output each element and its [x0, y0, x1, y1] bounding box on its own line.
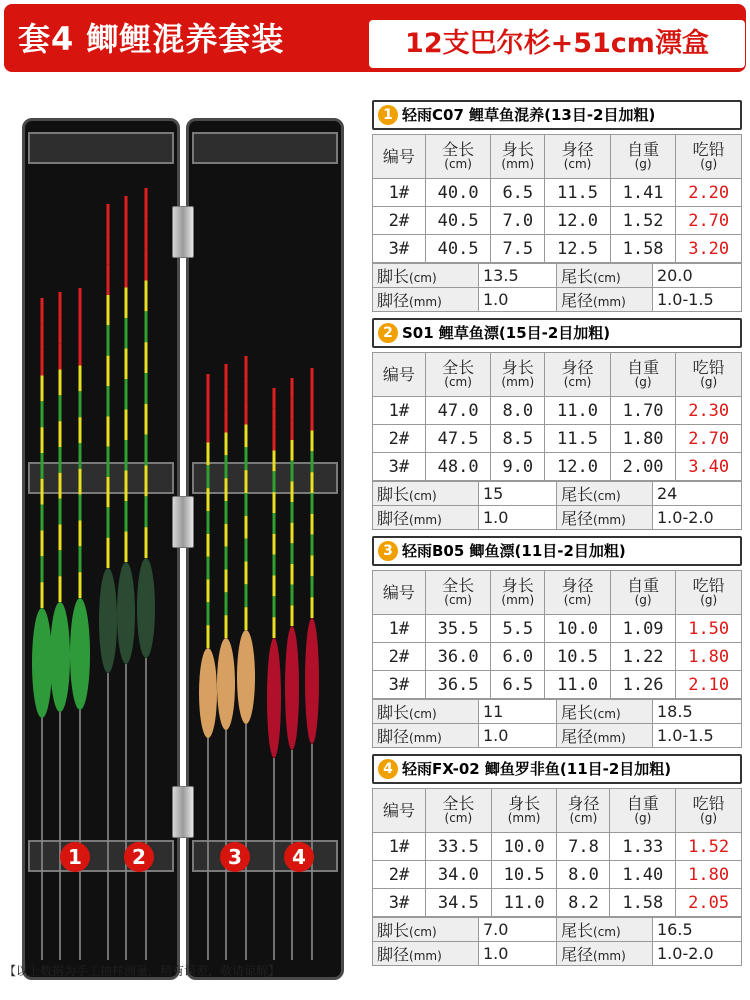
- extra-table-3: [372, 699, 742, 748]
- table-row: 2# 40.5 7.0 12.0 1.52 2.70: [373, 207, 742, 235]
- section-title-3: [372, 536, 742, 566]
- banner-subtitle: 12支巴尔杉+51cm漂盒: [369, 20, 745, 68]
- header-cell: 自重 (g): [610, 135, 676, 179]
- spec-table-2: [372, 352, 742, 481]
- section-title-text: 轻雨C07 鲤草鱼混养(13目-2目加粗): [402, 106, 656, 124]
- group-badge-3: 3: [220, 842, 250, 872]
- fishing-float: [305, 368, 319, 960]
- header-cell: 编号: [373, 135, 426, 179]
- table-row: 2# 34.0 10.5 8.0 1.40 1.80: [373, 861, 742, 889]
- header-cell: 身长 (mm): [491, 571, 545, 615]
- section-title-1: [372, 100, 742, 130]
- header-cell: 编号: [373, 353, 426, 397]
- spec-tables: [372, 100, 742, 972]
- extra-row: 脚长(cm) 15 尾长(cm) 24: [373, 482, 742, 506]
- header-cell: 全长 (cm): [425, 135, 491, 179]
- section-title-text: 轻雨FX-02 鲫鱼罗非鱼(11目-2目加粗): [402, 760, 672, 778]
- footnote: 【以上数据为手工抽样测量，稍有误差，敬请谅解】: [4, 964, 281, 978]
- extra-row: 脚径(mm) 1.0 尾径(mm) 1.0-1.5: [373, 288, 742, 312]
- header-cell: 自重 (g): [610, 789, 676, 833]
- float-box-photo: [22, 118, 344, 980]
- extra-row: 脚长(cm) 11 尾长(cm) 18.5: [373, 700, 742, 724]
- table-row: 1# 33.5 10.0 7.8 1.33 1.52: [373, 833, 742, 861]
- extra-row: 脚长(cm) 13.5 尾长(cm) 20.0: [373, 264, 742, 288]
- table-row: 2# 36.0 6.0 10.5 1.22 1.80: [373, 643, 742, 671]
- section-title-text: 轻雨B05 鲫鱼漂(11目-2目加粗): [402, 542, 626, 560]
- float-body: [117, 562, 135, 664]
- extra-row: 脚长(cm) 7.0 尾长(cm) 16.5: [373, 918, 742, 942]
- group-badge-2: 2: [124, 842, 154, 872]
- header-cell: 自重 (g): [610, 571, 676, 615]
- table-row: 1# 47.0 8.0 11.0 1.70 2.30: [373, 397, 742, 425]
- fishing-float: [267, 388, 281, 960]
- fishing-float: [32, 298, 52, 960]
- float-body: [217, 638, 235, 730]
- group-badge-1: 1: [60, 842, 90, 872]
- extra-row: 脚径(mm) 1.0 尾径(mm) 1.0-2.0: [373, 506, 742, 530]
- section-number-badge: 1: [378, 105, 398, 125]
- header-cell: 吃铅 (g): [676, 571, 742, 615]
- float-body: [305, 618, 319, 744]
- header-cell: 吃铅 (g): [676, 789, 742, 833]
- section-number-badge: 4: [378, 759, 398, 779]
- table-header-row: [373, 135, 742, 179]
- table-row: 3# 40.5 7.5 12.5 1.58 3.20: [373, 235, 742, 263]
- header-cell: 身径 (cm): [545, 571, 611, 615]
- header-cell: 全长 (cm): [425, 571, 491, 615]
- table-row: 3# 34.5 11.0 8.2 1.58 2.05: [373, 889, 742, 917]
- section-number-badge: 3: [378, 541, 398, 561]
- float-body: [32, 608, 52, 718]
- extra-table-4: [372, 917, 742, 966]
- table-header-row: [373, 353, 742, 397]
- float-body: [50, 602, 70, 712]
- extra-table-2: [372, 481, 742, 530]
- table-header-row: [373, 789, 742, 833]
- banner-title: 套4 鲫鲤混养套装: [18, 20, 285, 58]
- header-cell: 编号: [373, 571, 426, 615]
- float-body: [137, 558, 155, 658]
- float-body: [285, 626, 299, 750]
- float-body: [237, 630, 255, 724]
- table-row: 3# 36.5 6.5 11.0 1.26 2.10: [373, 671, 742, 699]
- table-header-row: [373, 571, 742, 615]
- float-body: [70, 598, 90, 710]
- section-title-2: [372, 318, 742, 348]
- header-cell: 身长 (mm): [491, 135, 545, 179]
- table-row: 3# 48.0 9.0 12.0 2.00 3.40: [373, 453, 742, 481]
- group-badge-4: 4: [284, 842, 314, 872]
- section-number-badge: 2: [378, 323, 398, 343]
- header-cell: 全长 (cm): [425, 789, 491, 833]
- fishing-float: [99, 204, 117, 960]
- spec-table-3: [372, 570, 742, 699]
- header-cell: 吃铅 (g): [676, 353, 742, 397]
- header-cell: 编号: [373, 789, 426, 833]
- float-body: [199, 648, 217, 738]
- header-cell: 全长 (cm): [425, 353, 491, 397]
- header-cell: 身长 (mm): [491, 353, 545, 397]
- header-cell: 身径 (cm): [545, 353, 611, 397]
- fishing-float: [285, 378, 299, 960]
- header-cell: 身径 (cm): [557, 789, 610, 833]
- title-banner: [4, 4, 746, 72]
- header-cell: 自重 (g): [610, 353, 676, 397]
- header-cell: 身长 (mm): [491, 789, 557, 833]
- header-cell: 身径 (cm): [545, 135, 611, 179]
- float-body: [267, 638, 281, 758]
- spec-table-4: [372, 788, 742, 917]
- table-row: 1# 40.0 6.5 11.5 1.41 2.20: [373, 179, 742, 207]
- extra-table-1: [372, 263, 742, 312]
- table-row: 1# 35.5 5.5 10.0 1.09 1.50: [373, 615, 742, 643]
- spec-table-1: [372, 134, 742, 263]
- fishing-float: [199, 374, 217, 960]
- section-title-text: S01 鲤草鱼漂(15目-2目加粗): [402, 324, 611, 342]
- extra-row: 脚径(mm) 1.0 尾径(mm) 1.0-1.5: [373, 724, 742, 748]
- section-title-4: [372, 754, 742, 784]
- float-body: [99, 568, 117, 673]
- table-row: 2# 47.5 8.5 11.5 1.80 2.70: [373, 425, 742, 453]
- extra-row: 脚径(mm) 1.0 尾径(mm) 1.0-2.0: [373, 942, 742, 966]
- header-cell: 吃铅 (g): [676, 135, 742, 179]
